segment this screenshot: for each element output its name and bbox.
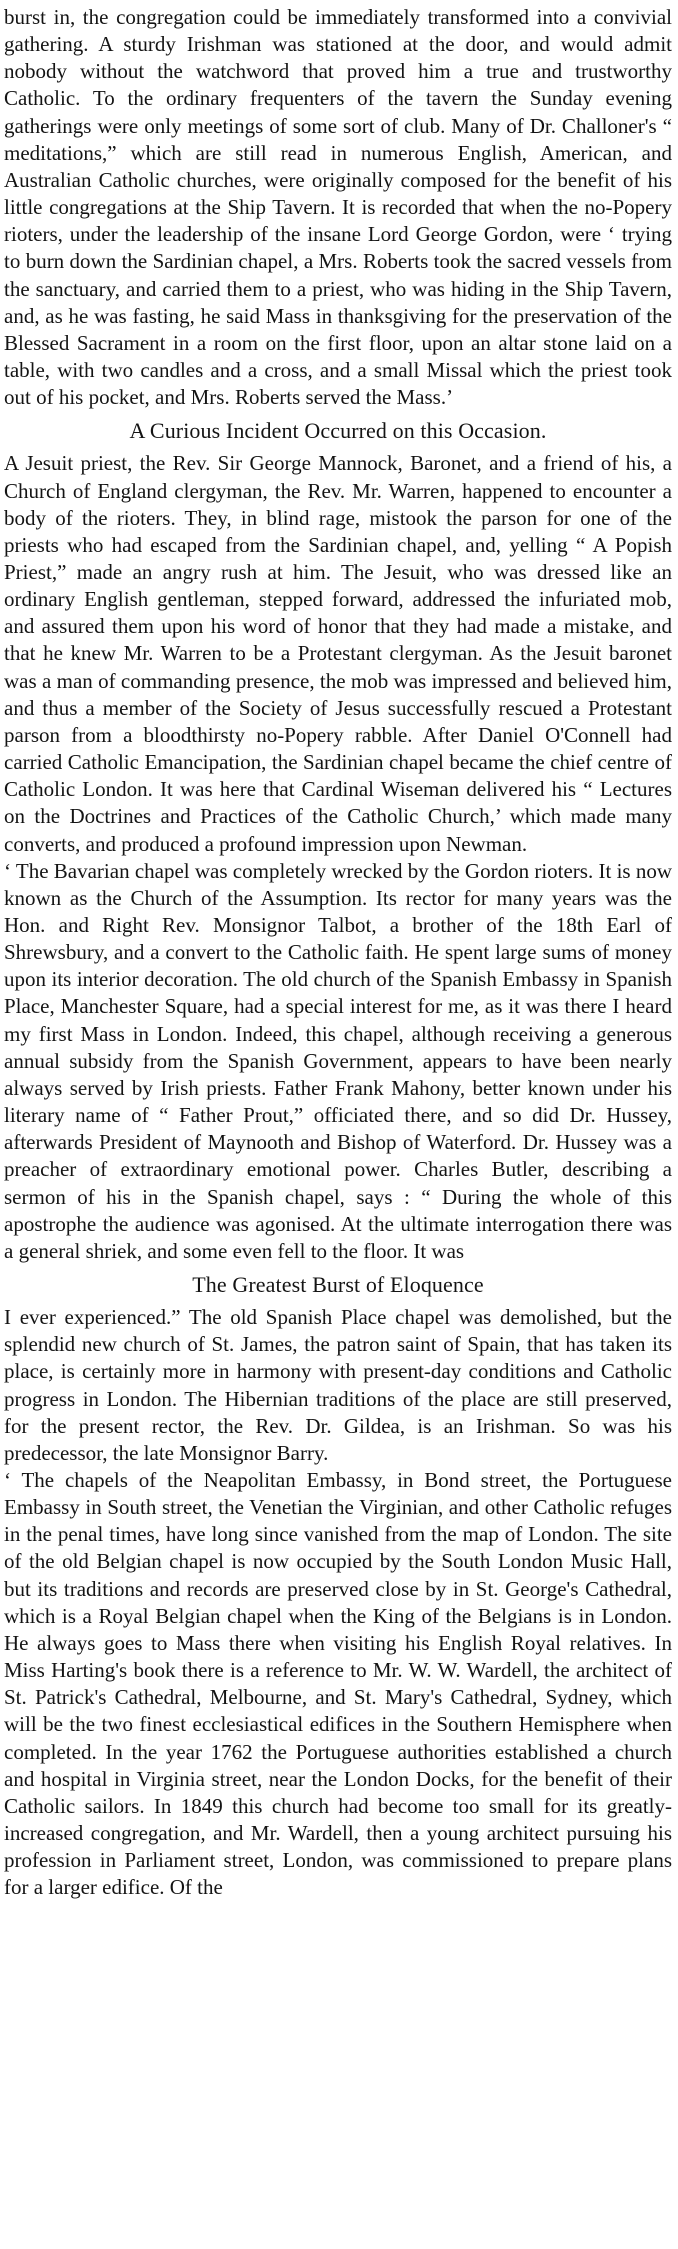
- article-paragraph: A Jesuit priest, the Rev. Sir George Mannock, Baronet, and a friend of his, a Church of England clergyman, the Rev. Mr. Warren, happened to encounter a body of the rioters. They, in blind rage, mistook the parson for one of the priests who had escaped from the Sardinian chapel, and, yelling “ A Popish Priest,” made an angry rush at him. The Jesuit, who was dressed like an ordinary English gentleman, stepped forward, addressed the infuriated mob, and assured them upon his word of honor that they had made a mistake, and that he knew Mr. Warren to be a Protestant clergyman. As the Jesuit baronet was a man of commanding presence, the mob was impressed and believed him, and thus a member of the Society of Jesus successfully rescued a Protestant parson from a bloodthirsty no-Popery rabble. After Daniel O'Connell had carried Catholic Emancipation, the Sardinian chapel became the chief centre of Catholic London. It was here that Cardinal Wiseman delivered his “ Lectures on the Doctrines and Practices of the Catholic Church,’ which made many converts, and produced a profound impression upon Newman.: [4, 451, 672, 856]
- article-subheading: A Curious Incident Occurred on this Occasion.: [129, 418, 547, 444]
- article-paragraph: burst in, the congregation could be immediately transformed into a convivial gathering. A sturdy Irishman was stationed at the door, and would admit nobody without the watchword that proved him a true and trustworthy Catholic. To the ordinary frequenters of the tavern the Sunday evening gatherings were only meetings of some sort of club. Many of Dr. Challoner's “ meditations,” which are still read in numerous English, American, and Australian Catholic churches, were originally composed for the benefit of his little congregations at the Ship Tavern. It is recorded that when the no-Popery rioters, under the leadership of the insane Lord George Gordon, were ‘ trying to burn down the Sardinian chapel, a Mrs. Roberts took the sacred vessels from the sanctuary, and carried them to a priest, who was hiding in the Ship Tavern, and, as he was fasting, he said Mass in thanksgiving for the preservation of the Blessed Sacrament in a room on the first floor, upon an altar stone laid on a table, with two candles and a cross, and a small Missal which the priest took out of his pocket, and Mrs. Roberts served the Mass.’: [4, 5, 672, 410]
- article-paragraph: ‘ The Bavarian chapel was completely wrecked by the Gordon rioters. It is now known as the Church of the Assumption. Its rector for many years was the Hon. and Right Rev. Monsignor Talbot, a brother of the 18th Earl of Shrewsbury, and a convert to the Catholic faith. He spent large sums of money upon its interior decoration. The old church of the Spanish Embassy in Spanish Place, Manchester Square, had a special interest for me, as it was there I heard my first Mass in London. Indeed, this chapel, although receiving a generous annual subsidy from the Spanish Government, appears to have been nearly always served by Irish priests. Father Frank Mahony, better known under his literary name of “ Father Prout,” officiated there, and so did Dr. Hussey, afterwards President of Maynooth and Bishop of Waterford. Dr. Hussey was a preacher of extraordinary emotional power. Charles Butler, describing a sermon of his in the Spanish chapel, says : “ During the whole of this apostrophe the audience was agonised. At the ultimate interrogation there was a general shriek, and some even fell to the floor. It was: [4, 858, 672, 1263]
- article-paragraph: ‘ The chapels of the Neapolitan Embassy, in Bond street, the Portuguese Embassy in South street, the Venetian the Virginian, and other Catholic refuges in the penal times, have long since vanished from the map of London. The site of the old Belgian chapel is now occupied by the South London Music Hall, but its traditions and records are preserved close by in St. George's Cathedral, which is a Royal Belgian chapel when the King of the Belgians is in London. He always goes to Mass there when visiting his English Royal relatives. In Miss Harting's book there is a reference to Mr. W. W. Wardell, the architect of St. Patrick's Cathedral, Melbourne, and St. Mary's Cathedral, Sydney, which will be the two finest ecclesiastical edifices in the Southern Hemisphere when completed. In the year 1762 the Portuguese authorities established a church and hospital in Virginia street, near the London Docks, for the benefit of their Catholic sailors. In 1849 this church had become too small for its greatly-increased congregation, and Mr. Wardell, then a young architect pursuing his profession in Parliament street, London, was commissioned to prepare plans for a larger edifice. Of the: [4, 1467, 672, 1900]
- article-subheading: The Greatest Burst of Eloquence: [192, 1272, 484, 1298]
- article-paragraph: I ever experienced.” The old Spanish Place chapel was demolished, but the splendid new church of St. James, the patron saint of Spain, that has taken its place, is certainly more in harmony with present-day conditions and Catholic progress in London. The Hibernian traditions of the place are still preserved, for the present rector, the Rev. Dr. Gildea, is an Irishman. So was his predecessor, the late Monsignor Barry.: [4, 1305, 672, 1465]
